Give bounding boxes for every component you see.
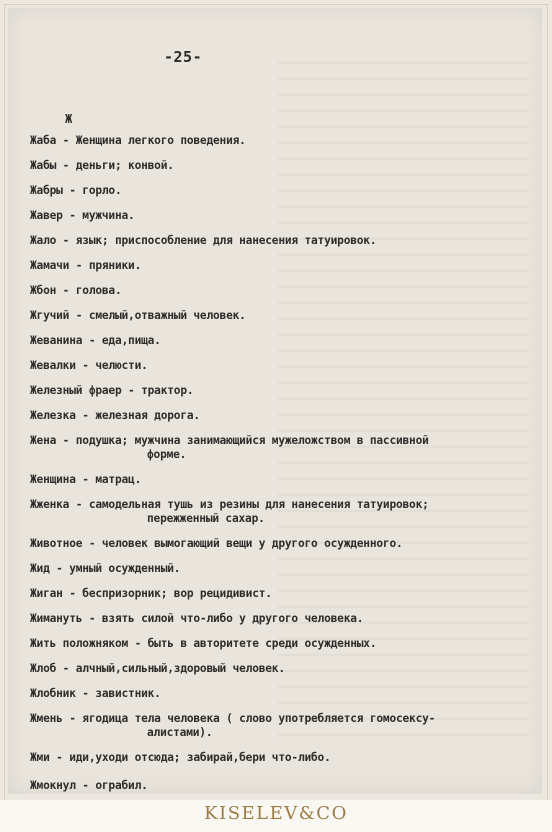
- entry-text: Жевалки - челюсти.: [30, 359, 148, 372]
- glossary-entry: [30, 209, 520, 223]
- glossary-entry: [30, 334, 520, 348]
- entry-text: Жеванина - еда,пища.: [30, 334, 161, 347]
- glossary-entries: [30, 126, 530, 793]
- glossary-entry: [30, 134, 520, 148]
- glossary-entry: [30, 751, 520, 765]
- page-number: -25-: [164, 48, 203, 66]
- entry-continuation: пережженный сахар.: [147, 512, 265, 525]
- brand-logo: KISELEV&CO: [204, 803, 348, 824]
- glossary-entry: [30, 359, 520, 373]
- entry-text: Жлоб - алчный,сильный,здоровый человек.: [30, 662, 285, 675]
- section-letter: Ж: [65, 112, 73, 126]
- entry-text: Жид - умный осужденный.: [30, 562, 181, 575]
- entry-text: Жена - подушка; мужчина занимающийся мужеложством в пассивной: [30, 434, 429, 447]
- glossary-entry: [30, 712, 520, 740]
- entry-text: Жамачи - пряники.: [30, 259, 142, 272]
- glossary-entry: [30, 384, 520, 398]
- entry-text: Жми - иди,уходи отсюда; забирай,бери что-либо.: [30, 751, 331, 764]
- glossary-entry: [30, 587, 520, 601]
- glossary-entry: [30, 234, 520, 248]
- glossary-entry: [30, 434, 520, 462]
- entry-text: Жало - язык; приспособление для нанесения татуировок.: [30, 234, 377, 247]
- entry-text: Железный фраер - трактор.: [30, 384, 194, 397]
- document-page: [8, 8, 542, 794]
- glossary-entry: [30, 498, 520, 526]
- entry-text: Животное - человек вымогающий вещи у другого осужденного.: [30, 537, 403, 550]
- entry-text: Жить положняком - быть в авторитете среди осужденных.: [30, 637, 377, 650]
- glossary-entry: [30, 687, 520, 701]
- entry-text: Жаба - Женщина легкого поведения.: [30, 134, 246, 147]
- entry-text: Жавер - мужчина.: [30, 209, 135, 222]
- glossary-entry: [30, 473, 520, 487]
- entry-text: Жмокнул - ограбил.: [30, 779, 148, 792]
- glossary-entry: [30, 612, 520, 626]
- entry-continuation: форме.: [147, 448, 187, 461]
- entry-continuation: алистами).: [147, 726, 213, 739]
- entry-text: Жимануть - взять силой что-либо у другого человека.: [30, 612, 364, 625]
- entry-text: Жабы - деньги; конвой.: [30, 159, 174, 172]
- glossary-entry: [30, 159, 520, 173]
- entry-text: Жженка - самодельная тушь из резины для нанесения татуировок;: [30, 498, 429, 511]
- glossary-entry: [30, 284, 520, 298]
- entry-text: Железка - железная дорога.: [30, 409, 200, 422]
- entry-text: Жгучий - смелый,отважный человек.: [30, 309, 246, 322]
- entry-text: Жлобник - завистник.: [30, 687, 161, 700]
- glossary-entry: [30, 637, 520, 651]
- glossary-entry: [30, 779, 520, 793]
- glossary-entry: [30, 562, 520, 576]
- entry-text: Жабры - горло.: [30, 184, 122, 197]
- glossary-entry: [30, 537, 520, 551]
- glossary-entry: [30, 259, 520, 273]
- entry-text: Жмень - ягодица тела человека ( слово употребляется гомосексу-: [30, 712, 436, 725]
- entry-text: Жбон - голова.: [30, 284, 122, 297]
- glossary-entry: [30, 662, 520, 676]
- glossary-entry: [30, 309, 520, 323]
- glossary-entry: [30, 184, 520, 198]
- entry-text: Жиган - беспризорник; вор рецидивист.: [30, 587, 272, 600]
- glossary-entry: [30, 409, 520, 423]
- entry-text: Женщина - матрац.: [30, 473, 142, 486]
